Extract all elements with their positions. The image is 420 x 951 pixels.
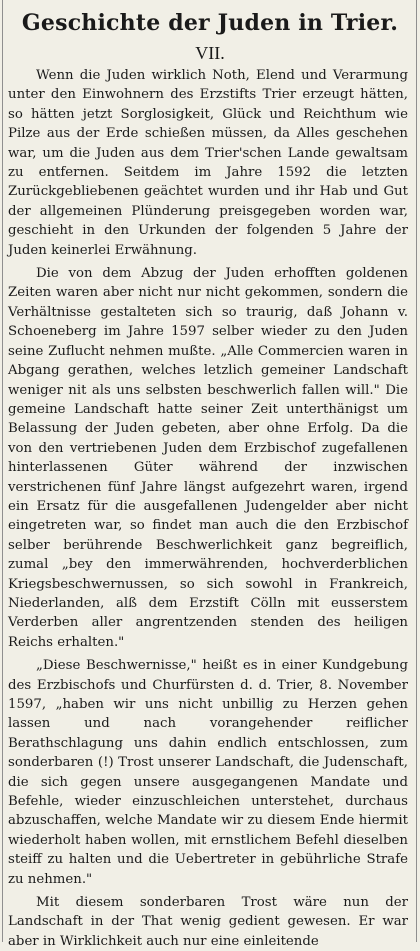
article-title: Geschichte der Juden in Trier. bbox=[21, 10, 399, 36]
column-rule-right bbox=[416, 0, 417, 942]
paragraph-3: „Diese Beschwernisse," heißt es in einer Kundgebung des Erzbischofs und Churfürsten d. d. Trier, 8. November 1597, „haben wir uns nicht unbillig zu Herzen gehen lassen und nach vorangehender reiflicher Berathschlagung uns dahin endlich entschlossen, zum sonderbaren (!) Trost unserer Landschaft, die Judenschaft, die sich gegen unsere ausgegangenen Mandate und Befehle, wieder einzuschleichen unterstehet, durchaus abzuschaffen, welche Mandate wir zu diesem Ende hiermit wiederholt haben wollen, mit ernstlichem Befehl dieselben steiff zu halten und die Uebertreter in gebührliche Strafe zu nehmen." bbox=[8, 658, 408, 887]
paragraph-2: Die von dem Abzug der Juden erhofften goldenen Zeiten waren aber nicht nur nicht gekommen, sondern die Verhältnisse gestalteten sich so traurig, daß Johann v. Schoeneberg im Jahre 1597 selber wieder zu den Juden seine Zuflucht nehmen mußte. „Alle Commercien waren in Abgang gerathen, welches letzlich gemeiner Landschaft weniger nit als uns selbsten beschwerlich fallen will." Die gemeine Landschaft hatte seiner Zeit unterthänigst um Belassung der Juden gebeten, aber ohne Erfolg. Da die von den vertriebenen Juden dem Erzbischof zugefallenen hinterlassenen Güter während der inzwischen verstrichenen fünf Jahre längst aufgezehrt waren, irgend ein Ersatz für die ausgefallenen Judengelder aber nicht eingetreten war, so findet man auch die den Erzbischof selber berührende Beschwerlichkeit ganz begreiflich, zumal „bey den immerwährenden, hochverderblichen Kriegsbeschwernussen, so sich sowohl in Frankreich, Niederlanden, alß dem Erzstift Cölln mit eusserstem Verderben aller angrentzenden stenden des heiligen Reichs erhalten." bbox=[8, 266, 408, 650]
article-body bbox=[0, 64, 420, 951]
paragraph-4: Mit diesem sonderbaren Trost wäre nun der Landschaft in der That wenig gedient gewesen. Er war aber in Wirklichkeit auch nur eine einleitende bbox=[8, 895, 408, 949]
section-number: VII. bbox=[195, 43, 225, 63]
column-rule-left bbox=[2, 0, 3, 942]
paragraph-1: Wenn die Juden wirklich Noth, Elend und Verarmung unter den Einwohnern des Erzstifts Trier erzeugt hätten, so hätten jetzt Sorglosigkeit, Glück und Reichthum wie Pilze aus der Erde schießen müssen, da Alles geschehen war, um die Juden aus dem Trier'schen Lande gewaltsam zu entfernen. Seitdem im Jahre 1592 die letzten Zurückgebliebenen geächtet wurden und ihr Hab und Gut der allgemeinen Plünderung preisgegeben worden war, geschieht in den Urkunden der folgenden 5 Jahre der Juden keinerlei Erwähnung. bbox=[8, 68, 408, 258]
